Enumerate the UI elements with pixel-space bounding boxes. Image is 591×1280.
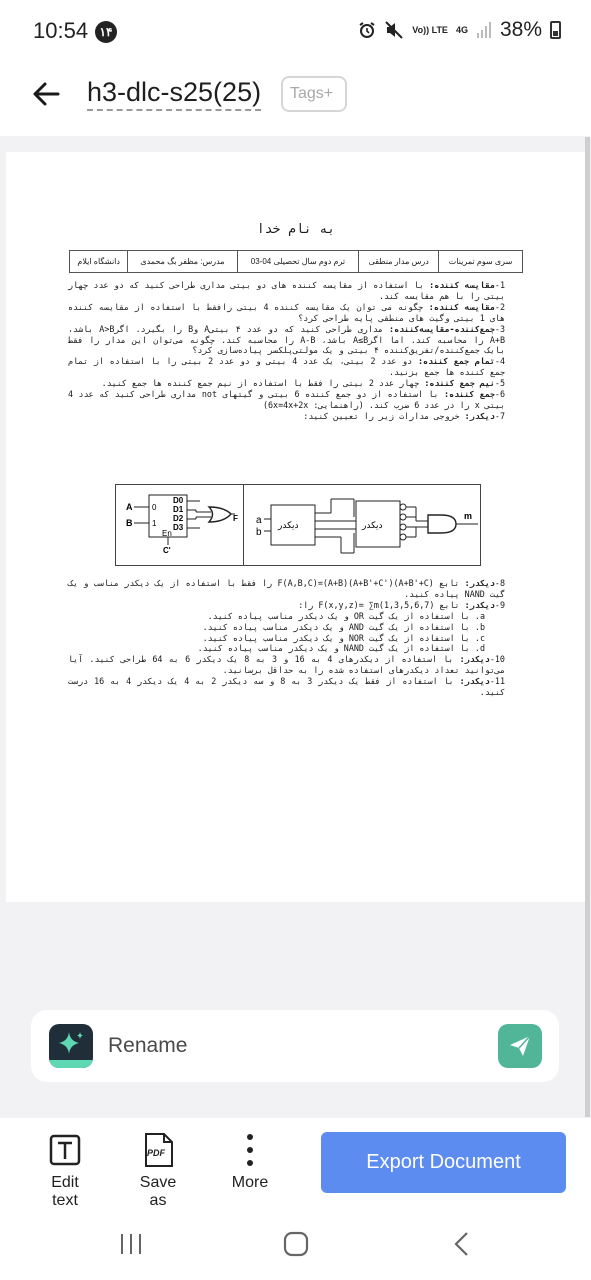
question-number: 9- <box>494 599 505 610</box>
question-text: تابع F(A,B,C)=(A+B)(A+B'+C')(A+B'+C) را فقط با استفاده از یک دیکدر مناسب و یک گیت NAND پیاده کنید. <box>68 578 505 599</box>
signal-icon <box>476 21 492 39</box>
info-cell: دانشگاه ایلام <box>70 251 128 273</box>
alarm-icon <box>358 21 376 39</box>
circuit-input-a-right: a <box>256 515 262 526</box>
export-document-button[interactable]: Export Document <box>321 1132 566 1193</box>
question-number: 1- <box>494 280 506 290</box>
decoder-enable-input: C' <box>163 546 171 555</box>
subitem: c. با استفاده از یک گیت NOR و یک دیکدر مناسب پیاده کنید. <box>202 632 485 643</box>
subitem-list <box>68 611 505 655</box>
pdf-file-icon <box>142 1132 174 1168</box>
course-info-table <box>69 250 523 273</box>
question-item <box>68 378 505 389</box>
question-number: 5- <box>494 378 505 389</box>
header-bar <box>0 62 591 136</box>
question-text: چهار عدد 2 بیتی را فقط با استفاده از نیم جمع کننده ها جمع کنید. <box>101 378 420 389</box>
home-icon[interactable] <box>283 1231 309 1257</box>
question-heading: دیکدر: <box>459 676 490 687</box>
question-number: 4- <box>494 356 506 367</box>
decoder-pin-out: D2 <box>173 514 184 523</box>
question-text: با استفاده از فقط یک دیکدر 3 به 8 و سه دیکدر 2 به 4 یک دیکدر 4 به 16 درست کنید. <box>68 676 505 698</box>
question-number: 3- <box>494 323 506 334</box>
document-title[interactable]: h3-dlc-s25(25) <box>87 77 261 111</box>
status-icons <box>358 18 561 42</box>
info-cell: سری سوم تمرینات <box>439 251 523 273</box>
subitem: b. با استفاده از یک گیت AND و یک دیکدر مناسب پیاده کنید. <box>202 621 485 632</box>
network-type-indicator: 4G <box>455 25 468 35</box>
more-vertical-icon <box>245 1132 255 1168</box>
document-heading: به نام خدا <box>256 222 336 237</box>
question-heading: دیکدر: <box>459 654 490 665</box>
question-list <box>68 280 505 422</box>
question-text: تابع F(x,y,z)= ∑m(1,3,5,6,7) را: <box>298 599 460 610</box>
question-text: با استفاده از دیکدرهای 4 به 16 و 3 به 8 یک دیکدر 6 به 64 طراحی کنید. آیا می‌توانید تعداد دیکدرهای استفاده شده را به حداقل برسانید. <box>68 654 505 676</box>
more-label: More <box>231 1174 269 1191</box>
question-number: 7- <box>494 410 505 421</box>
recent-apps-icon[interactable] <box>118 1231 144 1257</box>
question-heading: مقایسه کننده: <box>429 280 495 290</box>
question-heading: مقایسه کننده: <box>428 301 495 312</box>
edit-text-label: Edit text <box>51 1174 79 1209</box>
question-number: 10- <box>489 654 505 665</box>
question-item <box>68 654 505 676</box>
question-heading: نیم جمع کننده: <box>424 378 495 389</box>
question-heading: تمام جمع کننده: <box>417 356 495 367</box>
circuit-input-b-right: b <box>256 527 262 538</box>
question-item <box>68 280 505 302</box>
battery-icon <box>550 21 561 39</box>
decoder-block-label: دیکدر <box>278 520 299 530</box>
more-button[interactable] <box>231 1132 269 1192</box>
question-item <box>68 324 505 357</box>
question-text: چگونه می توان یک مقایسه کننده 4 بیتی رافقط با استفاده از مقایسه کننده های 1 بیتی وگیت های منطقی پایه طراحی کرد؟ <box>68 301 505 323</box>
rename-bar <box>31 1010 559 1082</box>
question-number: 11- <box>489 676 505 687</box>
question-text: خروجی مدارات زیر را تعیین کنید: <box>303 410 460 421</box>
question-item <box>68 600 505 611</box>
info-cell: درس مدار منطقی <box>359 251 439 273</box>
system-nav-bar <box>0 1215 591 1280</box>
question-number: 2- <box>494 301 505 312</box>
ai-sparkle-icon[interactable] <box>49 1024 93 1068</box>
question-heading: دیکدر: <box>464 578 495 588</box>
circuit-output-f: F <box>233 514 238 523</box>
info-cell: ترم دوم سال تحصیلی 04-03 <box>237 251 359 273</box>
question-heading: دیکدر: <box>464 410 495 421</box>
question-list-continued <box>68 578 505 698</box>
save-as-label: Save as <box>139 1174 177 1209</box>
document-preview[interactable] <box>6 152 586 902</box>
question-heading: جمع‌کننده-مقایسه‌کننده: <box>389 323 495 334</box>
text-edit-icon <box>49 1132 81 1168</box>
volte-indicator: Vo)) LTE <box>412 25 448 35</box>
decoder-enable-label: En <box>162 529 172 538</box>
rename-input[interactable] <box>108 1032 488 1060</box>
info-cell: مدرس: مظفر بگ محمدی <box>128 251 237 273</box>
add-tags-button[interactable]: Tags+ <box>281 76 347 112</box>
battery-percentage: 38% <box>499 18 542 41</box>
question-item <box>68 578 505 600</box>
circuit-input-a: A <box>126 502 133 512</box>
svg-text:PDF: PDF <box>147 1148 165 1158</box>
send-button[interactable] <box>498 1024 542 1068</box>
question-text: با استفاده از مقایسه کننده های دو بیتی مداری طراحی کنید که دو عدد چهار بیتی را با هم مقایسه کند. <box>68 280 505 301</box>
decoder-pin-in: 1 <box>152 519 157 528</box>
question-number: 6- <box>494 389 506 400</box>
decoder-circuit-figure <box>115 484 481 566</box>
scrollbar-thumb[interactable] <box>585 137 590 1117</box>
status-bar <box>0 0 591 62</box>
mute-icon <box>384 21 404 39</box>
question-heading: دیکدر: <box>464 599 495 610</box>
question-item <box>68 389 505 411</box>
question-text: مداری طراحی کنید که دو عدد ۴ بیتیA وB را بگیرد. اگرA>B باشد، A+B را محاسبه کند. اما اگرA≤B باشد، A-B را محاسبه کند. چگونه می‌توان این مدار را فقط بایک جمع‌کننده/تفریق‌کننده ۴ بیتی و یک مولتی‌پلکسر پیاده‌سازی کرد؟ <box>68 323 505 356</box>
status-time: 10:54 <box>33 18 89 43</box>
send-icon <box>498 1024 542 1068</box>
decoder-pin-out: D1 <box>173 505 184 514</box>
subitem: d. با استفاده از یک گیت NAND و یک دیکدر مناسب پیاده کنید. <box>197 643 485 654</box>
question-heading: جمع کننده: <box>444 389 495 400</box>
decoder-pin-in: 0 <box>152 503 157 512</box>
back-arrow-icon[interactable] <box>30 78 62 110</box>
question-text: دو عدد 2 بیتی، یک عدد 4 بیتی و دو عدد 2 بیتی را با استفاده از تمام جمع کننده ها جمع بزنید. <box>68 356 505 378</box>
notification-count-badge: ۱۴ <box>95 21 117 43</box>
decoder-block-label: دیکدر <box>362 520 383 530</box>
question-item <box>68 676 505 698</box>
decoder-pin-out: D3 <box>173 523 184 532</box>
question-item <box>68 356 505 378</box>
bottom-toolbar <box>0 1118 591 1215</box>
circuit-input-b: B <box>126 518 133 528</box>
question-number: 8- <box>494 578 506 588</box>
question-item <box>68 411 505 422</box>
save-as-button[interactable] <box>130 1132 186 1210</box>
vertical-scrollbar[interactable] <box>585 137 590 1117</box>
question-text: با استفاده از دو جمع کننده 6 بیتی و گیتهای not مداری طراحی کنید که عدد 4 بیتی x را در عدد 6 ضرب کند. (راهنمایی: 6x=4x+2x) <box>68 389 505 410</box>
subitem: a. با استفاده از یک گیت OR و یک دیکدر مناسب پیاده کنید. <box>207 610 485 621</box>
edit-text-button[interactable] <box>37 1132 93 1210</box>
system-back-icon[interactable] <box>450 1231 476 1257</box>
question-item <box>68 302 505 324</box>
circuit-output-m: m <box>464 511 473 521</box>
decoder-pin-out: D0 <box>173 496 184 505</box>
circuit-diagram <box>116 485 482 567</box>
